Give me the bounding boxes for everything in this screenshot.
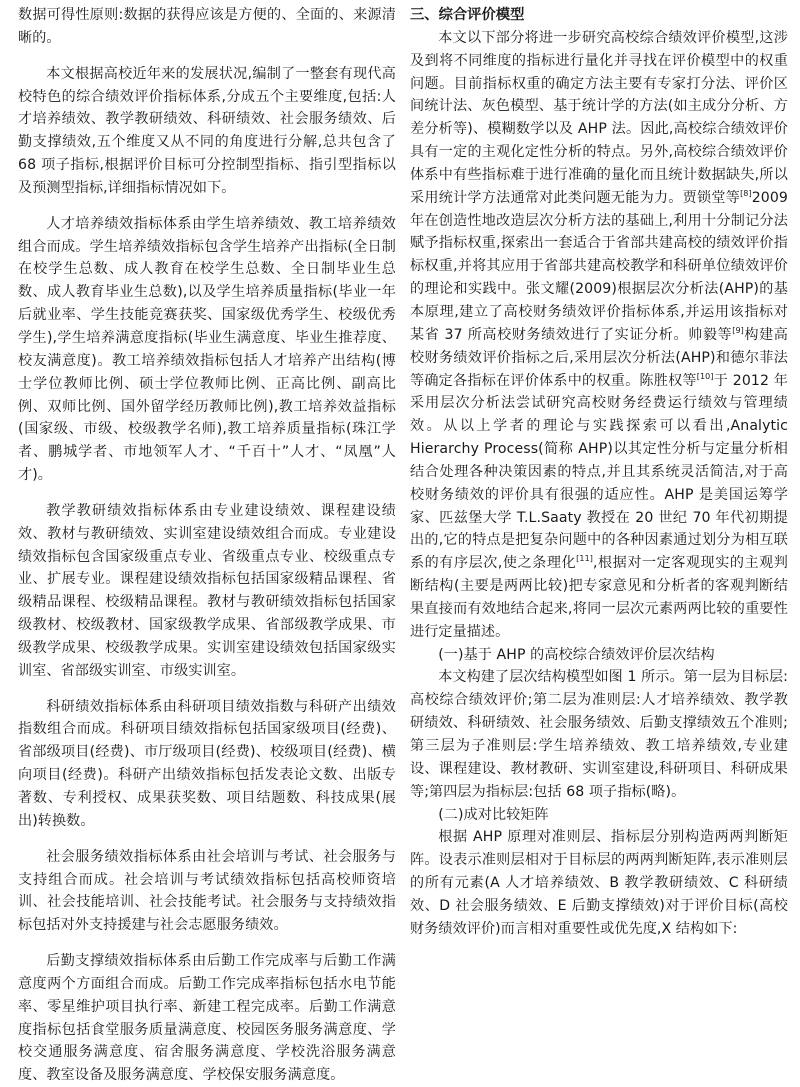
citation-ref: [10] (696, 371, 714, 381)
paragraph-teaching-research: 教学教研绩效指标体系由专业建设绩效、课程建设绩效、教材与教研绩效、实训室建设绩效组合而成。专业建设绩效指标包含国家级重点专业、省级重点专业、校级重点专业、扩展专业。课程建设绩效指标包括国家级精品课程、省级精品课程、校级精品课程。教材与教研绩效指标包括国家级教材、校级教材、国家级教学成果、省部级教学成果、市级教学成果、校级教学成果。实训室建设绩效包括国家级实训室、省部级实训室、市级实训室。 (18, 502, 396, 679)
left-column (18, 4, 396, 1087)
right-column (410, 4, 788, 941)
paragraph-indicator-system: 本文根据高校近年来的发展状况,编制了一整套有现代高校特色的综合绩效评价指标体系,分成五个主要维度,包括:人才培养绩效、教学教研绩效、科研绩效、社会服务绩效、后勤支撑绩效,五个维度又从不同的角度进行分解,总共包含了 68 项子指标,根据评价目标可分控制型指标、指引型指标以及预测型指标,详细指标情况如下。 (18, 65, 396, 196)
paragraph-scientific-research: 科研绩效指标体系由科研项目绩效指数与科研产出绩效指数组合而成。科研项目绩效指标包括国家级项目(经费)、省部级项目(经费)、市厅级项目(经费)、校级项目(经费)、横向项目(经费)。科研产出绩效指标包括发表论文数、出版专著数、专利授权、成果获奖数、项目结题数、科技成果(展出)转换数。 (18, 698, 396, 829)
subsection-heading-pairwise: (二)成对比较矩阵 (438, 806, 549, 823)
paragraph-logistics-support: 后勤支撑绩效指标体系由后勤工作完成率与后勤工作满意度两个方面组合而成。后勤工作完成率指标包括水电节能率、零星维护项目执行率、新建工程完成率。后勤工作满意度指标包括食堂服务质量满意度、校园医务服务满意度、学校交通服务满意度、宿舍服务满意度、学校洗浴服务满意度、教室设备及服务满意度、学校保安服务满意度。 (18, 953, 396, 1084)
paragraph-data-availability: 数据可得性原则:数据的获得应该是方便的、全面的、来源清晰的。 (18, 7, 396, 46)
subsection-heading-hierarchy: (一)基于 AHP 的高校综合绩效评价层次结构 (438, 646, 715, 663)
paragraph-pairwise-matrix: 根据 AHP 原理对准则层、指标层分别构造两两判断矩阵。设表示准则层相对于目标层的两两判断矩阵,表示准则层的所有元素(A 人才培养绩效、B 教学教研绩效、C 科研绩效、D 社会服务绩效、E 后勤支撑绩效)对于评价目标(高校财务绩效评价)而言相对重要性或优先度,X 结构如下: (410, 829, 788, 937)
paragraph-talent-training: 人才培养绩效指标体系由学生培养绩效、教工培养绩效组合而成。学生培养绩效指标包含学生培养产出指标(全日制在校学生总数、成人教育在校学生总数、全日制毕业生总数、成人教育毕业生总数),以及学生培养质量指标(毕业一年后就业率、学生技能竞赛获奖、国家级优秀学生、校级优秀学生),学生培养满意度指标(毕业生满意度、毕业生推荐度、校友满意度)。教工培养绩效指标包括人才培养产出结构(博士学位教师比例、硕士学位教师比例、正高比例、副高比例、双师比例、国外留学经历教师比例),教工培养效益指标(国家级、市级、校级教学名师),教工培养质量指标(珠江学者、鹏城学者、市地领军人才、“千百十”人才、“凤凰”人才)。 (18, 215, 396, 484)
text-run: 2009 年在创造性地改造层次分析方法的基础上,利用十分制记分法赋予指标权重,探索出一套适合于省部共建高校的绩效评价指标权重,并将其应用于省部共建高校教学和科研单位绩效评价的理论和实践中。张文耀(2009)根据层次分析法(AHP)的基本原理,建立了高校财务绩效评价指标体系,并运用该指标对某省 37 所高校财务绩效进行了实证分析。帅毅等 (410, 189, 788, 343)
paragraph-hierarchy-model: 本文构建了层次结构模型如图 1 所示。第一层为目标层:高校综合绩效评价;第二层为准则层:人才培养绩效、教学教研绩效、科研绩效、社会服务绩效、后勤支撑绩效五个准则;第三层为子准则层:学生培养绩效、教工培养绩效,专业建设、课程建设、教材教研、实训室建设,科研项目、科研成果等;第四层为指标层:包括 68 项子指标(略)。 (410, 669, 788, 800)
section-heading: 三、综合评价模型 (410, 7, 525, 23)
citation-ref: [11] (576, 554, 593, 564)
paragraph-evaluation-model (410, 27, 788, 644)
citation-ref: [8] (740, 188, 752, 198)
text-run: 于 2012 年采用层次分析法尝试研究高校财务经费运行绩效与管理绩效。从以上学者的理论与实践探索可以看出,Analytic Hierarchy Process(简称 AHP)以其定性分析与定量分析相结合处理各种决策因素的特点,并且其系统灵活简洁,对于高校财务绩效的评价具有很强的适应性。AHP 是美国运筹学家、匹兹堡大学 T.L.Saaty 教授在 20 世纪 70 年代初期提出的,它的特点是把复杂问题中的各种因素通过划分为相互联系的有序层次,使之条理化 (410, 372, 788, 572)
text-run: 本文以下部分将进一步研究高校综合绩效评价模型,这涉及到将不同维度的指标进行量化并寻找在评价模型中的权重问题。目前指标权重的确定方法主要有专家打分法、评价区间统计法、灰色模型、基于统计学的方法(如主成分分析、方差分析等)、模糊数学以及 AHP 法。因此,高校综合绩效评价具有一定的主观化定性分析的特点。另外,高校综合绩效评价体系中有些指标难于进行准确的量化而且统计数据缺失,所以采用统计学方法通常对此类问题无能为力。贾锁堂等 (410, 29, 788, 206)
citation-ref: [9] (732, 325, 744, 335)
text-run: ,根据对一定客观现实的主观判断结构(主要是两两比较)把专家意见和分析者的客观判断结果直接而有效地结合起来,将同一层次元素两两比较的重要性进行定量描述。 (410, 555, 788, 640)
text-run: 构建高校财务绩效评价指标之后,采用层次分析法(AHP)和德尔菲法等确定各指标在评价体系中的权重。陈胜权等 (410, 326, 788, 389)
paragraph-social-service: 社会服务绩效指标体系由社会培训与考试、社会服务与支持组合而成。社会培训与考试绩效指标包括高校师资培训、社会技能培训、社会技能考试。社会服务与支持绩效指标包括对外支持援建与社会志愿服务绩效。 (18, 848, 396, 934)
